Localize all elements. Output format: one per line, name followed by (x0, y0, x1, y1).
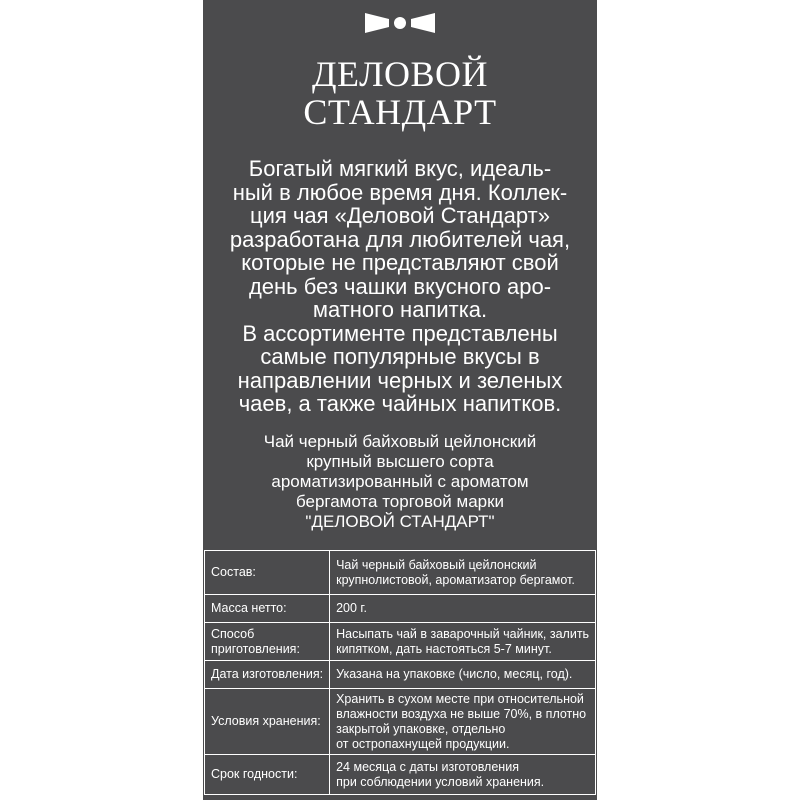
spec-value-line: 24 месяца с даты изготовления (336, 759, 519, 774)
product-name-line: бергамота торговой марки (295, 492, 505, 511)
spec-label (205, 755, 330, 795)
table-row (205, 755, 596, 795)
description-line: направлении черных и зеленых (237, 367, 563, 393)
spec-label (205, 689, 330, 755)
spec-label-line: приготовления: (211, 641, 300, 656)
brand-title-line: СТАНДАРТ (303, 92, 497, 132)
table-row (205, 689, 596, 755)
description-line: чаев, а также чайных напитков. (238, 391, 562, 416)
table-row (205, 661, 596, 689)
product-name-line: ароматизированный с ароматом (271, 472, 529, 491)
spec-value (330, 661, 596, 689)
spec-value (330, 689, 596, 755)
table-row (205, 623, 596, 661)
description-line: которые не представляют свой (241, 250, 559, 275)
description-line: день без чашки вкусного аро- (248, 273, 552, 299)
description-line: ный в любое время дня. Коллек- (232, 179, 568, 205)
spec-value (330, 551, 596, 595)
spec-value-line: Чай черный байховый цейлонский (336, 557, 537, 572)
spec-label (205, 595, 330, 623)
brand-title (203, 55, 597, 131)
spec-value-line: влажности воздуха не выше 70%, в плотно (336, 706, 587, 721)
spec-value-line: кипятком, дать настояться 5-7 минут. (336, 641, 552, 656)
spec-value (330, 595, 596, 623)
table-row (205, 595, 596, 623)
spec-label-line: Срок годности: (211, 767, 298, 781)
bow-tie-icon (365, 12, 435, 34)
spec-value-line: 200 г. (336, 601, 367, 615)
spec-value-line: закрытой упаковке, отдельно (336, 721, 506, 736)
spec-value (330, 623, 596, 661)
description-line: матного напитка. (312, 297, 488, 322)
spec-value-line: Указана на упаковке (число, месяц, год). (336, 667, 573, 681)
spec-label-line: Дата изготовления: (211, 667, 324, 681)
product-name-line: крупный высшего сорта (306, 452, 494, 471)
product-name-line: Чай черный байховый цейлонский (263, 432, 537, 451)
spec-value-line: при соблюдении условий хранения. (336, 774, 545, 789)
description-line: ция чая «Деловой Стандарт» (250, 203, 550, 228)
brand-title-line: ДЕЛОВОЙ (312, 54, 488, 94)
table-row (205, 551, 596, 595)
product-name-line: "ДЕЛОВОЙ СТАНДАРТ" (305, 512, 495, 531)
description-line: разработана для любителей чая, (229, 226, 571, 252)
spec-label (205, 551, 330, 595)
spec-label-line: Масса нетто: (211, 601, 287, 615)
description-line: В ассортименте представлены (242, 320, 558, 346)
description-line: Богатый мягкий вкус, идеаль- (248, 156, 552, 181)
specs-table (204, 550, 596, 795)
description-line: самые популярные вкусы в (260, 344, 540, 369)
spec-label-line: Условия хранения: (211, 714, 321, 728)
spec-value-line: от остропахнущей продукции. (336, 736, 510, 751)
spec-value (330, 755, 596, 795)
spec-label (205, 661, 330, 689)
spec-label-line: Состав: (211, 565, 256, 579)
description (203, 157, 597, 416)
spec-label-line: Способ (211, 626, 255, 641)
spec-value-line: Насыпать чай в заварочный чайник, залить (336, 626, 590, 641)
product-name (203, 432, 597, 532)
spec-label (205, 623, 330, 661)
spec-value-line: Хранить в сухом месте при относительной (336, 691, 584, 706)
spec-value-line: крупнолистовой, ароматизатор бергамот. (336, 572, 575, 587)
